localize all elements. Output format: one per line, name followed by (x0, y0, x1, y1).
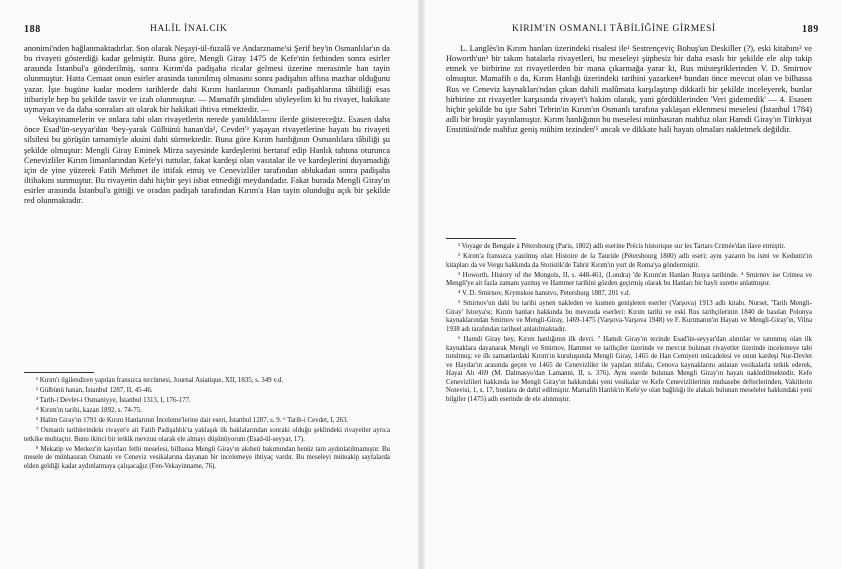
right-footnote: ⁶ Hamdi Giray bey, Kırım hanlığının ilk devri. ⁷ Hamdi Giray'ın tezinde Esad'ün-seyyar'dan alıntılar ve tanınmış olan ilk kaynaklara dayanarak Mengli ve Smirnov, Hammer ve tarihçiler üzerinde ve mevcut bulunan rivayetler üzerinde incelemeye tabi tutulmuş; ve ilk zamanlardaki Kırım'ın kuruluşunda Mengli Giray, 1465 de Han Cemiyeti mücadelesi ve onun kardeşi Nur-Devlet ve Haydar'ın arasında geçen ve 1465 de Cenevizliler ile yapılan ittifakı, Cenova kaynaklarını anlatan vesikalarla tetkik ederek, Hayat Alı 469 (M. Dalmasyo'dan Lamanni, II, s. 376). Aynı eserde bulunan Mengli Giray'ın hayatı nakledilmektedir. Kefe Cenevizlileri hakkında ise Mengli Giray'ın hakkındaki yeni vesikalar ve Kefe Cenevizlilerinin muhasebe defterlerinden, Vakitlerin Notevisi, 1, s. 17, bunlara de dahil edilmiştir. Mamafih Hanlık'ın Kefe'ye olan bağlılığı ile alakalı bulunan meseleler hakkındaki yeni bilgiler (1475) adlı eserinde de ele alınmıştır. (446, 335, 812, 403)
left-page-number: 188 (24, 24, 41, 35)
right-footnote: ² Kırım'a fransızca yazılmış olan Histoire de la Tauride (Pétersbourg 1800) adlı eseri; aynı yazarın bu ismi ve Keduntz'ın kitapları da ve Vergu hakkında da Stotistik'de Tahrir Kırım'ın yurt de Roma'ya göndermiştir. (446, 253, 812, 269)
left-footnote: ⁸ Mekatip ve Merkez'in kayıtları fethi meselesi, bilhassa Mengli Giray'ın akıbeti bakımından henüz tam aydınlatılmamıştır. Bu mesele de münhasıran Osmanlı ve Ceneviz vesikalarına dayanan bir incelemeye ihtiyaç vardır. Bu meseleyi müteakip sayfalarda elden geldiği kadar aydınlatmaya çalışacağız (Fen-Vekayinname, 76). (24, 445, 390, 470)
left-footnote: ² Gülbünü hanan, İstanbul 1287, II, 45-46. (36, 387, 153, 395)
left-paragraph-1: anonimi'nden bağlanmaktadırlar. Son olarak Neşayi-ül-fuzalâ ve Andarzname'si Şerif bey'in Osmanlılar'ın da bu rivayeti gösterdiği kadar gelmiştir. Buna göre, Mengli Giray 1475 de Kefe'nin fethinden sonra esirler arasında İstanbul'a gönderilmiş, sonra Kırım'da padişaha ricalar gelmesi üzerine merasimle han tayin olunmuştur. Hatta Cemaat onun esirler arasında tanınılmış olmasını sonra padişahın affına mazhar olduğunu yazar. İşte bugüne kadar modern tarihlerde dahi Kırım hanlarının Osmanlı padişahlarına tâbiiliği esas itibariyle hep bu şekilde tasvir ve izah olunmuştur. — Mamafih şimdiden söyleyelim ki bu rivayet, hakikate uymayan ve da daha sonraları ait olarak bir hakikati ihtiva etmektedir. — (24, 44, 390, 114)
left-footnote: ⁴ Kırım'ın tarihi, kazan 1892, s. 74-75. (36, 407, 142, 415)
right-running-head: KIRIM'IN OSMANLI TÂBİLİĞİNE GİRMESİ (512, 24, 716, 34)
left-footnotes (24, 377, 390, 473)
right-body-text (446, 44, 812, 135)
left-paragraph-2: Vekayinamelerin ve onlara tabi olan rivayetlerin nerede yanıldıklarını ilerde göstereceğiz. Esasen daha önce Esad'ün-seyyar'dan ¹bey-yarak Gülbünü hanan'da², Cevdet'³ yaşayan rivayetlerine hayatı bu rivayeti silsilesi bu görüşün tamamiyle aksini dahi sürmektedir. Buna göre Kırım hanlığının Osmanlılara tâbiliği şu şekilde olmuştur: Mengli Giray Eminek Mirza sayesinde kardeşlerini bertaraf edip Hanlık tahtına oturunca Cenevizliler Kırım limanlarından Kefe'yi tuttular, fakat kardeşi olan vasıtalar ile ve kardeşlerini duyamadığı için de yine yüzerek Fatih Mehmet ile ittifak etmiş ve Cenevizliler tarafından ablukadan sonra padişaha iltihakını sunmuştur. Bu rivayetin dahi hiçbir şeyi isbat etmediği meydandadır. Fakat burada Mengli Giray'ın esirler arasında İstanbul'a gittiği ve oradan padişah tarafından Kırım'a Han tayin olunduğu açık bir şekilde red olunmaktadır. (24, 115, 390, 206)
left-running-head: HALİL İNALCIK (150, 24, 228, 34)
right-page (422, 0, 842, 569)
right-footnotes (446, 243, 812, 406)
left-footnote: ¹ Kırım'ı ilgilendiren yapılan fransızca tercümesi, Journal Asiatique, XII, 1835, s. 349 v.d. (36, 377, 284, 384)
left-footnote: ⁷ Osmanlı tarihlerindeki rivayet'e ait Fatih Padişahlık'ta yaklaşık ilk baklalarından sonraki olduğu şeklindeki rivayetler ayrıca tetkike muhtaçtır. Bunu ikinci bir tetkik mevzuu olarak ele almayı düşünüyorum (Esad-ül-seyyar, 17). (24, 427, 390, 443)
right-footnote: ¹ Voyage de Bengale à Pétersbourg (Paris, 1802) adlı eserine Précis historique sur les Tartars Crimée'dan ilave etmiştir. (458, 243, 786, 250)
right-footnote: ³ Howorth, History of the Mongols, II, s. 448-461, (Londra) 'de Kırım'ın Hanları Rusya tarihinde. ⁴ Smirnov ise Crimea ve Mengli'ye ait fazla zamanı yazmış ve Hammer tarihini gözden geçirmiş olarak bu Hanları bir hayli surette anlatmıştır. (446, 271, 812, 288)
right-footnote-rule (446, 238, 516, 239)
right-page-number: 189 (802, 24, 819, 35)
right-footnote: ⁵ Smirnov'un dahi bu tarihi aynen nakleden ve kısmen genişleten eserler (Varşova) 1913 adlı kitabı. Nurset, 'Tarih Mengli-Giray' Istorya'sı; Kırım hanları hakkında bu mevzuda eserleri: Kırım tarihi ve eski Rus tarihçilerinin 1840 de basılan Polonya kaynaklarından Smirnov ve Mengli-Giray, 1469-1475 (Varşova-Varşova 1948) ve F. Kurtmanın'ın Hayatı ve Mengli-Giray'ın, Vilna 1938 adı tarafından tarihsel anlatılmaktadır. (446, 300, 812, 333)
left-footnote: ⁵ Halim Giray'ın 1791 de Kırım Hanlarının İnceleme'lerine dair eseri, İstanbul 1287, s. 9. ⁶ Tarih-i Cevdet, I, 263. (36, 417, 349, 425)
left-footnote: ³ Tarih-i Devlet-i Osmaniyye, İstanbul 1313, I, 176-177. (36, 397, 191, 405)
left-page (0, 0, 420, 569)
left-body-text (24, 44, 390, 207)
right-paragraph-1: L. Langlès'in Kırım hanları üzerindeki risalesi ile¹ Sestrençeviç Bohuş'un Deskiller (?), eski kitabını² ve Howorth'un³ bir takım hatalarla rivayetleri, bu meseleyi şüphesiz bir daha esaslı bir şekilde ele alıp takip etmek ve birbirine zıt rivayetlerden bir mana çıkarmağa yarar ki, Rus müsteşriklerinden V. D. Smirnov olmuştur. Mamafih o da, Kırım Hanlığı üzerindeki tarihini yazarken⁴ bundan önce mevcut olan ve bilhassa Rus ve Ceneviz kaynakları'ndan çıkan dahili malûmata karşılaştırıp dikkatli bir şekilde inceleyerek, bunlar birbirine zıt rivayetler karşısında rivayet'i hakim olarak, yani gördüklerinden 'Veri gidemedik' — 4. Esasen hiçbir şekilde bu işte Sabri Tebrin'in Kırım'ın Osmanlı tarafına yaklaşan eklenmesi meselesi (İstanbul 1784) adlı bir broşür yayınlamıştır. Kırım hanlığının bu meselesi münhasıran mahfuz olan Hamdi Giray'ın Türkiyat Enstitüsü'nde mahfuz geniş mühim tezinden'⁵ ancak ve dikkate hali hayatı olmaları nakletmek değildir. (446, 44, 812, 135)
left-footnote-rule (24, 372, 94, 373)
right-footnote: ⁴ V. D. Smirnov, Krymskoe hanstvo, Petersburg 1887, 201 v.d. (458, 290, 631, 298)
